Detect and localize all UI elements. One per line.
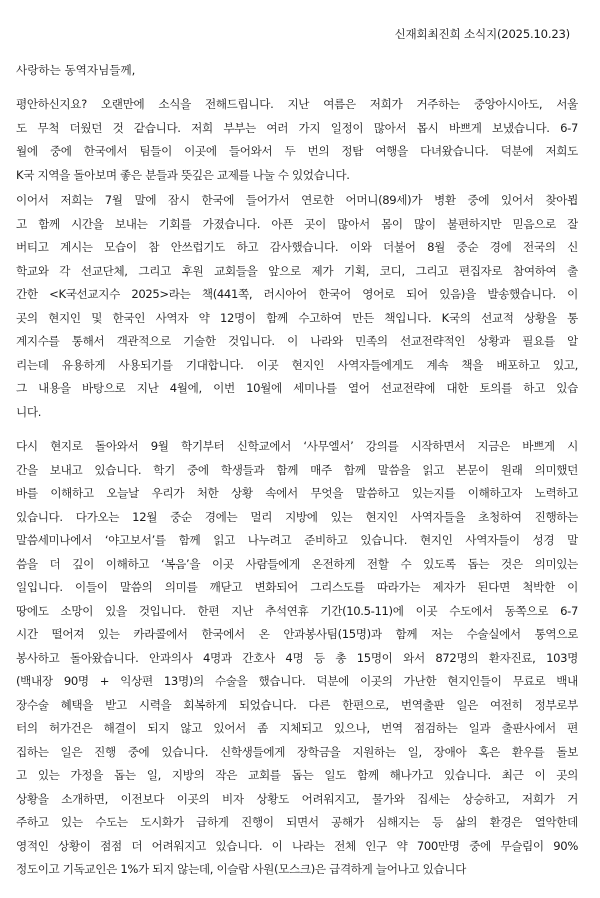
text-line: 간을 보내고 있습니다. 학기 중에 학생들과 함께 매주 함께 말씀을 읽고 본문이 원래 의미했던 (16, 462, 578, 477)
text-line: 평안하신지요? 오랜만에 소식을 전해드립니다. 지난 여름은 저희가 거주하는 중앙아시아도, 서울 (16, 97, 578, 111)
text-line: 말씀세미나에서 ‘야고보서’를 함께 읽고 나누려고 준비하고 있습니다. 현지인 사역자들이 성경 말 (16, 533, 578, 547)
text-line: 월에 중에 한국에서 팀들이 이곳에 들어와서 두 번의 정탐 여행을 다녀왔습니다. 덕분에 저희도 (16, 144, 578, 158)
text-line: 있습니다. 다가오는 12월 중순 경에는 멀리 지방에 있는 현지인 사역자들을 초청하여 진행하는 (16, 509, 578, 524)
text-line: 장수술 혜택을 받고 시력을 회복하게 되었습니다. 다른 한편으로, 번역출판 일은 여전히 정부로부 (16, 697, 578, 712)
paragraph-3 (16, 435, 578, 882)
text-line: 다시 현지로 돌아와서 9월 학기부터 신학교에서 ‘사무엘서’ 강의를 시작하면서 지금은 바쁘게 시 (16, 439, 578, 453)
text-line: 이어서 저희는 7월 말에 잠시 한국에 들어가서 연로한 어머니(89세)가 병환 중에 있어서 찾아뵙 (16, 193, 578, 207)
text-line: 곳의 현지인 및 한국인 사역자 약 12명이 함께 수고하여 만든 책입니다. K국의 선교적 상황을 통 (16, 310, 578, 325)
text-line: 땅에도 소망이 있을 것입니다. 한편 지난 추석연휴 기간(10.5-11)에 이곳 수도에서 동쪽으로 6-7 (16, 603, 578, 618)
text-line: (백내장 90명 + 익상편 13명)의 수술을 했습니다. 덕분에 이곳의 가난한 현지인들이 무료로 백내 (16, 674, 578, 688)
text-line: 그 내용을 바탕으로 지난 4월에, 이번 10월에 세미나를 열어 선교전략에 대한 토의를 하고 있습 (16, 381, 578, 395)
text-line: 계지수를 통해서 객관적으로 기술한 것입니다. 이 나라와 민족의 선교전략적인 상황과 필요를 알 (16, 334, 578, 348)
text-line: K국 지역을 돌아보며 좋은 분들과 뜻깊은 교제를 나눌 수 있었습니다. (16, 167, 350, 182)
text-line: 리는데 유용하게 사용되기를 기대합니다. 이곳 현지인 사역자들에게도 계속 책을 배포하고 있고, (16, 357, 578, 372)
paragraph-1 (16, 93, 578, 187)
text-line: 봉사하고 돌아왔습니다. 안과의사 4명과 간호사 4명 등 총 15명이 와서 872명의 환자진료, 103명 (16, 650, 578, 665)
text-line: 일입니다. 이들이 말씀의 의미를 깨닫고 변화되어 그리스도를 따라가는 제자가 된다면 척박한 이 (16, 580, 578, 594)
text-line: 학교와 각 선교단체, 그리고 후원 교회들을 앞으로 제가 기획, 코디, 그리고 편집자로 참여하여 출 (16, 263, 578, 278)
text-line: 니다. (16, 404, 42, 419)
text-line: 상황을 소개하면, 이전보다 이곳의 비자 상황도 어려워지고, 물가와 집세는 상승하고, 저희가 거 (16, 791, 578, 806)
text-line: 집하는 일은 진행 중에 있습니다. 신학생들에게 장학금을 지원하는 일, 장애아 혹은 환우를 돌보 (16, 744, 578, 759)
paragraph-2 (16, 189, 578, 424)
text-line: 바를 이해하고 오늘날 우리가 처한 상황 속에서 무엇을 말씀하고 있는지를 이해하고자 노력하고 (16, 486, 578, 500)
text-line: 간한 <K국선교지수 2025>라는 책(441쪽, 러시아어 한국어 영어로 되어 있음)을 발송했습니다. 이 (16, 287, 578, 301)
text-line: 버티고 계시는 모습이 참 안쓰럽기도 하고 감사했습니다. 이와 더불어 8월 중순 경에 전국의 신 (16, 240, 578, 254)
text-line: 영적인 상황이 점점 더 어려워지고 있습니다. 이 나라는 전체 인구 약 700만명 중에 무슬림이 90% (16, 838, 578, 853)
text-line: 고 함께 시간을 보내는 기회를 가졌습니다. 아픈 곳이 많아서 몸이 많이 불편하지만 믿음으로 잘 (16, 216, 578, 231)
text-line: 고 있는 가정을 돕는 일, 지방의 작은 교회를 돕는 일도 함께 해나가고 있습니다. 최근 이 곳의 (16, 768, 578, 782)
newsletter-header: 신재회최진희 소식지(2025.10.23) (394, 27, 570, 41)
text-line: 시간 떨어져 있는 카라콜에서 한국에서 온 안과봉사팀(15명)과 함께 저는 수술실에서 통역으로 (16, 627, 578, 641)
text-line: 정도이고 기독교인은 1%가 되지 않는데, 이슬람 사원(모스크)은 급격하게 늘어나고 있습니다 (16, 862, 466, 876)
text-line: 터의 허가건은 해결이 되지 않고 있어서 좀 지체되고 있으나, 번역 점검하는 일과 출판사에서 편 (16, 721, 578, 735)
text-line: 도 무척 더웠던 것 같습니다. 저희 부부는 여러 가지 일정이 많아서 몹시 바쁘게 보냈습니다. 6-7 (16, 120, 578, 135)
text-line: 주하고 있는 수도는 도시화가 급하게 진행이 되면서 공해가 심해지는 등 삶의 환경은 열악한데 (16, 815, 578, 829)
text-line: 씀을 더 깊이 이해하고 ‘복음’을 이곳 사람들에게 온전하게 전할 수 있도록 돕는 것은 의미있는 (16, 556, 578, 571)
salutation: 사랑하는 동역자님들께, (16, 63, 136, 77)
